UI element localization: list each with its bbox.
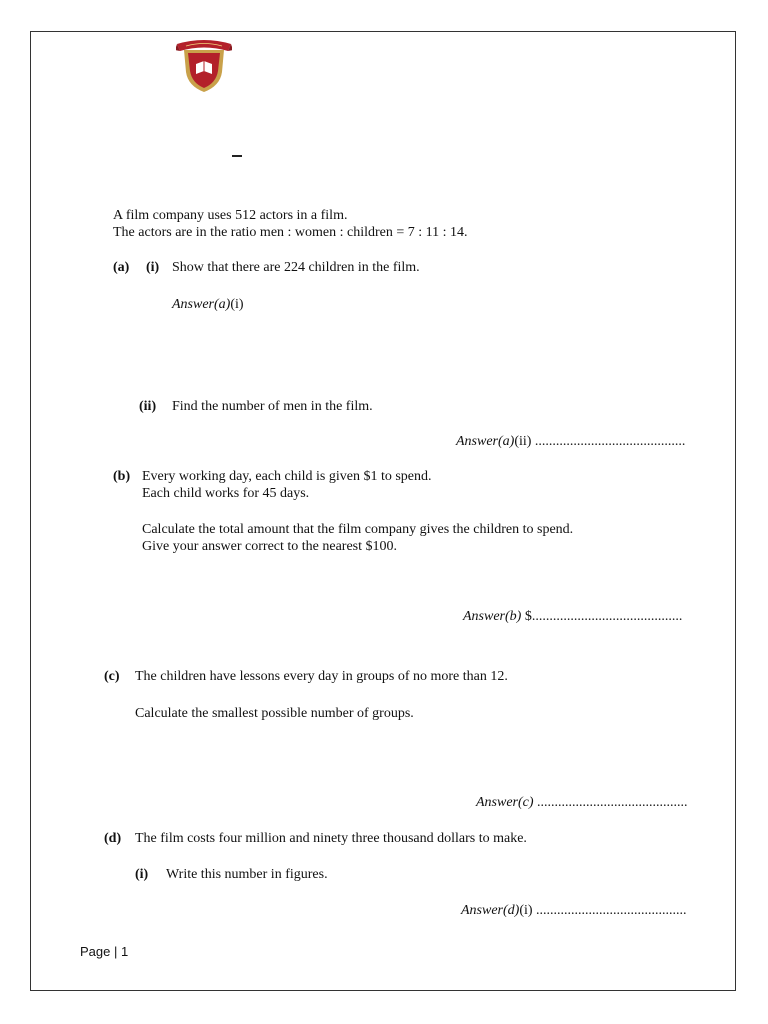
answer-b-suffix: $........................................... — [521, 609, 683, 624]
intro-line-1: A film company uses 512 actors in a film. — [113, 208, 348, 223]
answer-a-ii — [456, 433, 685, 450]
part-a-ii-label: (ii) — [139, 399, 157, 414]
answer-b-label: Answer(b) — [463, 609, 522, 624]
part-a-i-text: Show that there are 224 children in the film. — [172, 260, 420, 275]
part-b-line-3: Calculate the total amount that the film company gives the children to spend. — [142, 522, 574, 537]
answer-c — [476, 794, 688, 811]
part-a-ii-text: Find the number of men in the film. — [172, 399, 373, 414]
part-d-label: (d) — [104, 831, 122, 846]
answer-a-ii-label: Answer(a) — [456, 434, 515, 449]
answer-a-i-suffix: (i) — [230, 297, 244, 312]
part-b-line-1: Every working day, each child is given $1 to spend. — [142, 469, 432, 484]
intro-line-2: The actors are in the ratio men : women : children = 7 : 11 : 14. — [113, 225, 468, 240]
part-b-line-2: Each child works for 45 days. — [142, 486, 310, 501]
school-crest-logo — [176, 36, 232, 94]
part-d-i-text: Write this number in figures. — [166, 867, 328, 882]
part-c-label: (c) — [104, 669, 120, 684]
part-d-line-1: The film costs four million and ninety three thousand dollars to make. — [135, 831, 527, 846]
part-a-label: (a) — [113, 260, 130, 275]
part-d-i-label: (i) — [135, 867, 149, 882]
page-border — [30, 31, 736, 991]
part-b-label: (b) — [113, 469, 131, 484]
answer-b — [463, 608, 682, 625]
answer-a-i-label: Answer(a) — [172, 297, 231, 312]
answer-a-i — [172, 296, 244, 313]
answer-d-i-suffix: (i) ........................................... — [519, 903, 687, 918]
part-b-line-4: Give your answer correct to the nearest $100. — [142, 539, 398, 554]
answer-a-ii-suffix: (ii) ........................................... — [514, 434, 686, 449]
answer-c-label: Answer(c) — [476, 795, 534, 810]
answer-d-i-label: Answer(d) — [461, 903, 520, 918]
page-number: Page | 1 — [80, 944, 129, 959]
part-c-line-2: Calculate the smallest possible number of groups. — [135, 706, 414, 721]
part-c-line-1: The children have lessons every day in groups of no more than 12. — [135, 669, 508, 684]
title-dash — [232, 155, 242, 157]
answer-c-suffix: ........................................... — [533, 795, 688, 810]
part-a-i-label: (i) — [146, 260, 160, 275]
answer-d-i — [461, 902, 687, 919]
